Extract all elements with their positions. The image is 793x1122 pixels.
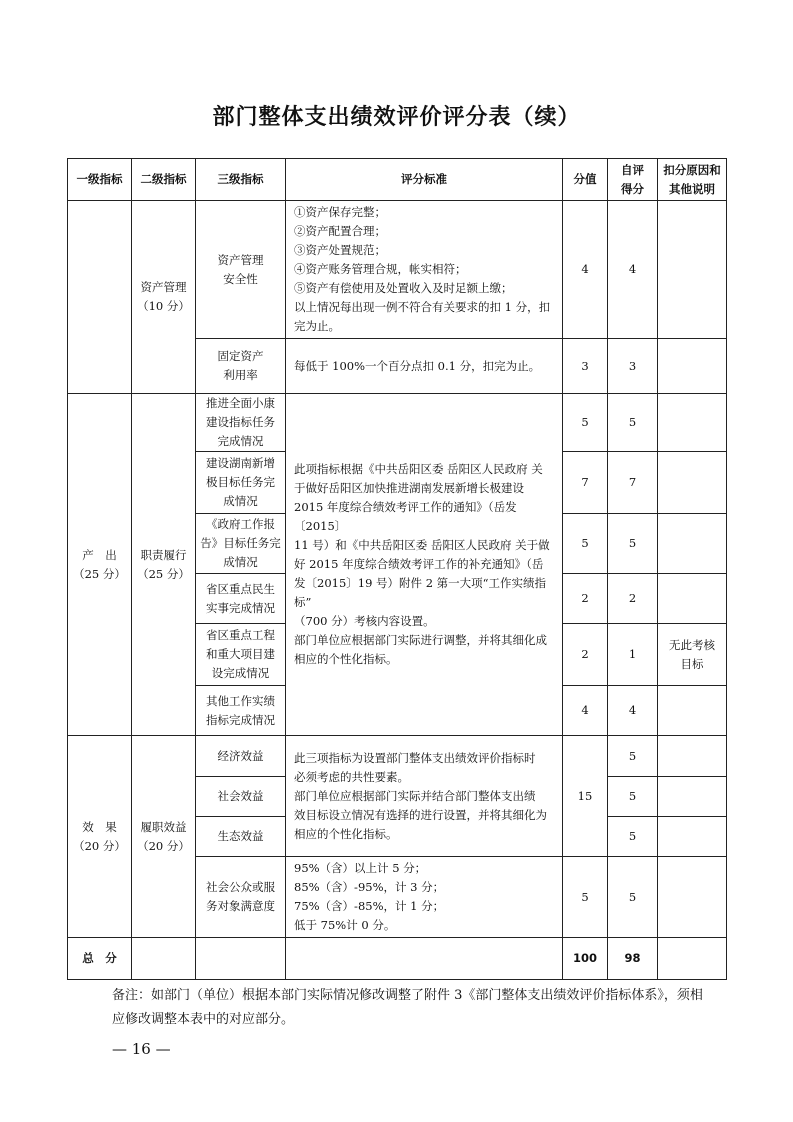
reason-cell [658, 574, 727, 624]
reason-cell [658, 736, 727, 777]
level3-cell: 省区重点民生 实事完成情况 [196, 574, 286, 624]
criteria-cell: 每低于 100%一个百分点扣 0.1 分，扣完为止。 [286, 339, 563, 394]
self-score-cell: 7 [608, 452, 658, 514]
reason-cell [658, 394, 727, 452]
total-label: 总 分 [68, 938, 132, 980]
level3-cell: 经济效益 [196, 736, 286, 777]
footnote: 备注：如部门（单位）根据本部门实际情况修改调整了附件 3《部门整体支出绩效评价指标体系》，须相应修改调整本表中的对应部分。 [112, 988, 703, 1027]
effect-criteria-cell: 此三项指标为设置部门整体支出绩效评价指标时 必须考虑的共性要素。 部门单位应根据部门实际并结合部门整体支出绩 效目标设立情况有选择的进行设置，并将其细化为 相应的个性化指标。 [286, 736, 563, 857]
self-score-cell: 5 [608, 817, 658, 857]
level3-cell: 省区重点工程 和重大项目建 设完成情况 [196, 624, 286, 686]
score-cell: 3 [563, 339, 608, 394]
evaluation-table [67, 158, 727, 980]
self-score-cell: 5 [608, 394, 658, 452]
asset-level1-cell [68, 201, 132, 394]
output-level1-cell: 产 出 （25 分） [68, 394, 132, 736]
total-self-score: 98 [608, 938, 658, 980]
self-score-cell: 4 [608, 201, 658, 339]
self-score-cell: 1 [608, 624, 658, 686]
criteria-cell: ①资产保存完整； ②资产配置合理； ③资产处置规范； ④资产账务管理合规，帐实相符； ⑤资产有偿使用及处置收入及时足额上缴； 以上情况每出现一例不符合有关要求的扣 1 分，扣 完为止。 [286, 201, 563, 339]
score-cell: 2 [563, 574, 608, 624]
criteria-cell: 95%（含）以上计 5 分； 85%（含）-95%，计 3 分； 75%（含）-85%，计 1 分； 低于 75%计 0 分。 [286, 857, 563, 938]
score-cell: 5 [563, 394, 608, 452]
reason-cell [658, 857, 727, 938]
self-score-cell: 5 [608, 514, 658, 574]
table-row [68, 394, 727, 452]
asset-level2-cell: 资产管理 （10 分） [132, 201, 196, 394]
output-criteria-cell: 此项指标根据《中共岳阳区委 岳阳区人民政府 关 于做好岳阳区加快推进湖南发展新增长极建设 2015 年度综合绩效考评工作的通知》（岳发〔2015〕 11 号）和《中共岳阳区委 岳阳区人民政府 关于做 好 2015 年度综合绩效考评工作的补充通知》（岳 发〔2015〕19 号）附件 2 第一大项“工作实绩指标” （700 分）考核内容设置。 部门单位应根据部门实际进行调整，并将其细化成 相应的个性化指标。 [286, 394, 563, 736]
page-title: 部门整体支出绩效评价评分表（续） [212, 105, 581, 130]
header-level2: 二级指标 [132, 159, 196, 201]
score-cell: 4 [563, 201, 608, 339]
self-score-cell: 3 [608, 339, 658, 394]
output-level2-cell: 职责履行 （25 分） [132, 394, 196, 736]
self-score-cell: 2 [608, 574, 658, 624]
score-cell: 7 [563, 452, 608, 514]
reason-cell [658, 686, 727, 736]
reason-cell [658, 514, 727, 574]
reason-cell [658, 339, 727, 394]
level3-cell: 固定资产 利用率 [196, 339, 286, 394]
self-score-cell: 5 [608, 857, 658, 938]
self-score-cell: 5 [608, 736, 658, 777]
table-row [68, 736, 727, 777]
effect-level2-cell: 履职效益 （20 分） [132, 736, 196, 938]
header-level1: 一级指标 [68, 159, 132, 201]
self-score-cell: 5 [608, 777, 658, 817]
score-cell: 2 [563, 624, 608, 686]
header-reason: 扣分原因和 其他说明 [658, 159, 727, 201]
reason-cell: 无此考核 目标 [658, 624, 727, 686]
score-cell: 5 [563, 514, 608, 574]
header-score: 分值 [563, 159, 608, 201]
level3-cell: 生态效益 [196, 817, 286, 857]
level3-cell: 社会公众或服 务对象满意度 [196, 857, 286, 938]
header-criteria: 评分标准 [286, 159, 563, 201]
header-row [68, 159, 727, 201]
level3-cell: 资产管理 安全性 [196, 201, 286, 339]
self-score-cell: 4 [608, 686, 658, 736]
score-cell: 5 [563, 857, 608, 938]
effect-level1-cell: 效 果 （20 分） [68, 736, 132, 938]
header-self-score: 自评 得分 [608, 159, 658, 201]
header-level3: 三级指标 [196, 159, 286, 201]
reason-cell [658, 452, 727, 514]
level3-cell: 《政府工作报 告》目标任务完 成情况 [196, 514, 286, 574]
reason-cell [658, 201, 727, 339]
score-cell: 4 [563, 686, 608, 736]
effect-shared-score-cell: 15 [563, 736, 608, 857]
level3-cell: 社会效益 [196, 777, 286, 817]
level3-cell: 建设湖南新增 极目标任务完 成情况 [196, 452, 286, 514]
reason-cell [658, 777, 727, 817]
reason-cell [658, 817, 727, 857]
level3-cell: 推进全面小康 建设指标任务 完成情况 [196, 394, 286, 452]
total-row [68, 938, 727, 980]
table-row [68, 201, 727, 339]
total-score: 100 [563, 938, 608, 980]
level3-cell: 其他工作实绩 指标完成情况 [196, 686, 286, 736]
page-number: — 16 — [112, 1040, 171, 1058]
